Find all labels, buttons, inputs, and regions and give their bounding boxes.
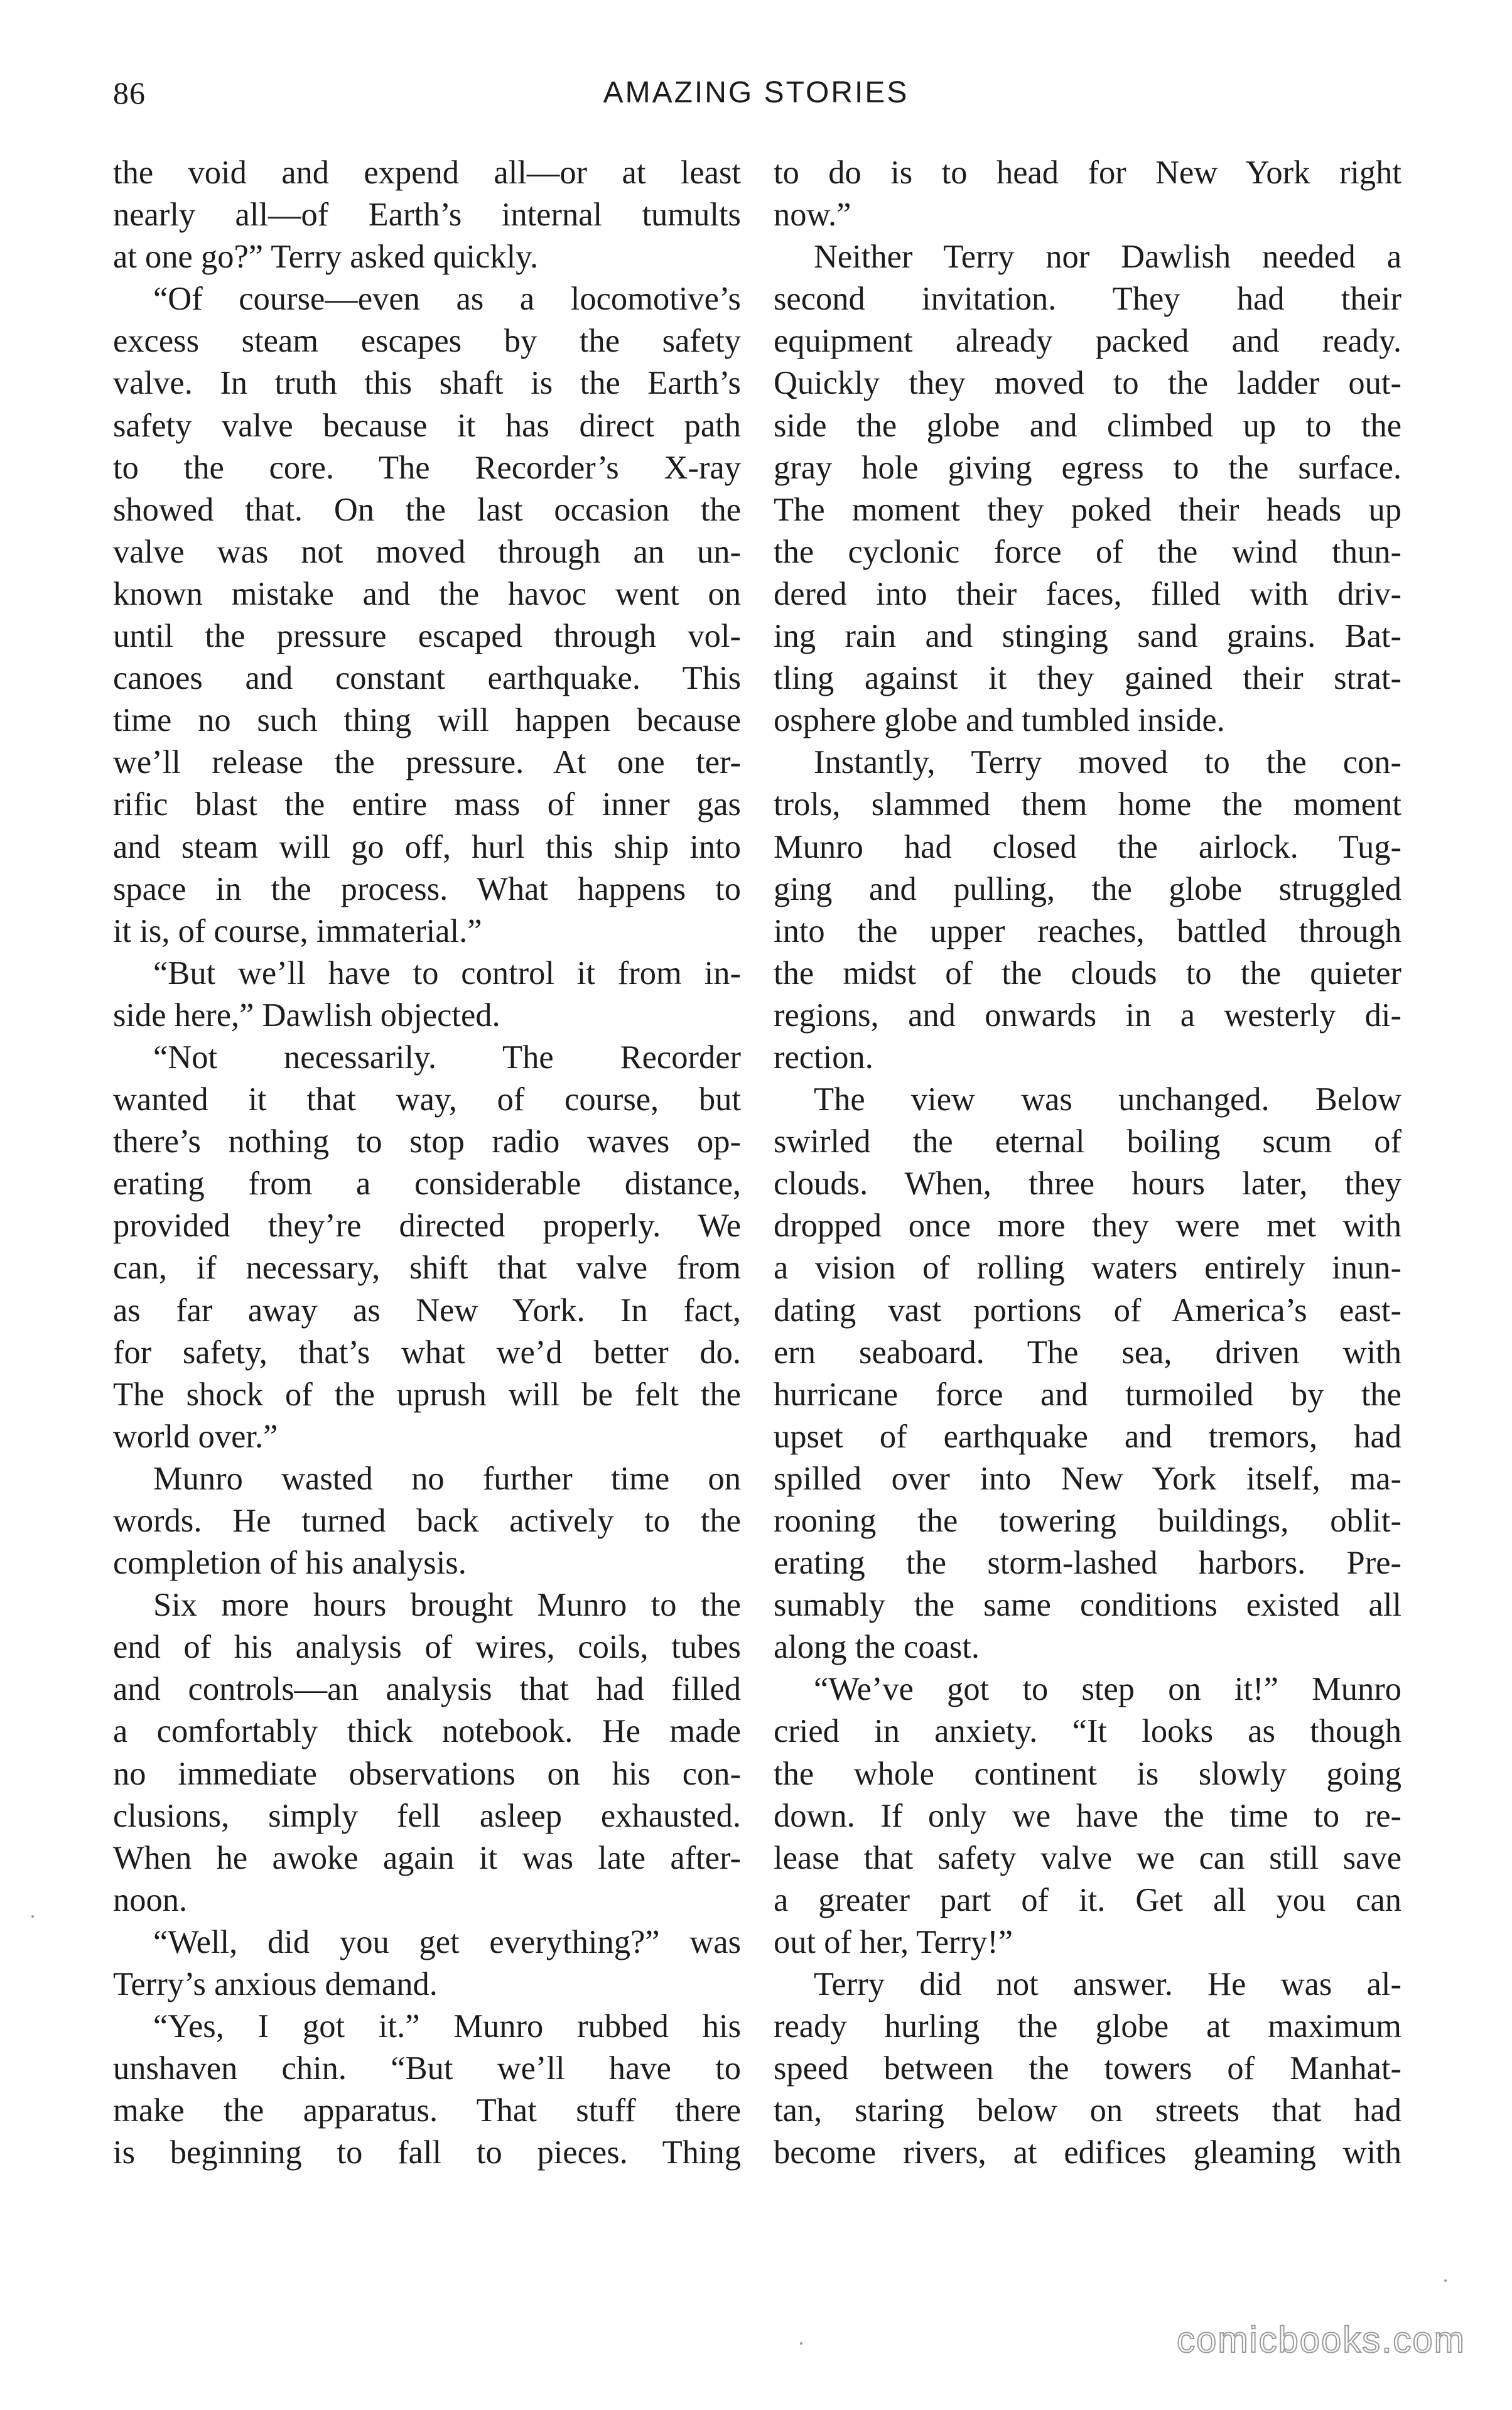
text-line: nearly all—of Earth’s internal tumults [113, 197, 741, 234]
paragraph [774, 742, 1401, 1079]
text-line: Neither Terry nor Dawlish needed a [814, 239, 1401, 276]
text-line: showed that. On the last occasion the [113, 491, 741, 528]
text-line: ging and pulling, the globe struggled [774, 870, 1401, 907]
text-line: trols, slammed them home the moment [774, 786, 1401, 823]
text-line: tan, staring below on streets that had [774, 2092, 1401, 2129]
text-line: Munro wasted no further time on [153, 1460, 741, 1497]
text-line: clouds. When, three hours later, they [774, 1165, 1401, 1202]
text-line: canoes and constant earthquake. This [113, 660, 741, 697]
paragraph [113, 1458, 741, 1584]
text-line: the whole continent is slowly going [774, 1755, 1401, 1792]
text-line: and controls—an analysis that had filled [113, 1671, 741, 1708]
text-line: rooning the towering buildings, oblit- [774, 1503, 1401, 1539]
text-line: gray hole giving egress to the surface. [774, 449, 1401, 486]
text-line: Terry’s anxious demand. [113, 1966, 438, 2003]
text-line: the void and expend all—or at least [113, 154, 741, 191]
text-line: valve was not moved through an un- [113, 533, 741, 570]
text-line: dered into their faces, filled with driv- [774, 575, 1401, 612]
text-line: Six more hours brought Munro to the [153, 1587, 741, 1624]
text-line: sumably the same conditions existed all [774, 1587, 1401, 1624]
text-line: the cyclonic force of the wind thun- [774, 533, 1401, 570]
text-line: Quickly they moved to the ladder out- [774, 365, 1401, 402]
paragraph [774, 1668, 1401, 1964]
paragraph [774, 1964, 1401, 2174]
text-line: is beginning to fall to pieces. Thing [113, 2134, 741, 2171]
paragraph [113, 278, 741, 953]
text-line: ing rain and stinging sand grains. Bat- [774, 618, 1401, 655]
text-line: “We’ve got to step on it!” Munro [814, 1671, 1401, 1708]
text-line: now.” [774, 197, 851, 234]
text-line: space in the process. What happens to [113, 870, 741, 907]
paragraph [113, 1584, 741, 1921]
text-line: hurricane force and turmoiled by the [774, 1376, 1401, 1413]
text-line: “Not necessarily. The Recorder [153, 1039, 741, 1076]
text-line: erating from a considerable distance, [113, 1165, 741, 1202]
text-line: lease that safety valve we can still save [774, 1839, 1401, 1876]
text-line: provided they’re directed properly. We [113, 1208, 741, 1245]
text-line: there’s nothing to stop radio waves op- [113, 1123, 741, 1160]
text-line: “Well, did you get everything?” was [153, 1923, 741, 1960]
right-column [774, 152, 1401, 2175]
text-line: “Of course—even as a locomotive’s [153, 281, 741, 318]
text-line: The shock of the uprush will be felt the [113, 1376, 741, 1413]
text-line: clusions, simply fell asleep exhausted. [113, 1797, 741, 1834]
text-line: it is, of course, immaterial.” [113, 912, 482, 949]
text-line: rific blast the entire mass of inner gas [113, 786, 741, 823]
text-line: ern seaboard. The sea, driven with [774, 1334, 1401, 1371]
text-line: Instantly, Terry moved to the con- [814, 744, 1401, 781]
text-line: world over.” [113, 1418, 278, 1455]
watermark: comicbooks.com [1177, 2320, 1466, 2360]
text-line: along the coast. [774, 1629, 980, 1666]
text-line: “But we’ll have to control it from in- [153, 954, 741, 992]
scan-speck [800, 2342, 802, 2345]
text-line: wanted it that way, of course, but [113, 1081, 741, 1118]
text-line: words. He turned back actively to the [113, 1503, 741, 1539]
text-line: to do is to head for New York right [774, 154, 1401, 191]
text-line: excess steam escapes by the safety [113, 323, 741, 360]
text-line: valve. In truth this shaft is the Earth’s [113, 365, 741, 402]
text-line: rection. [774, 1039, 873, 1076]
text-line: a vision of rolling waters entirely inun- [774, 1250, 1401, 1287]
text-line: upset of earthquake and tremors, had [774, 1418, 1401, 1455]
text-line: into the upper reaches, battled through [774, 912, 1401, 949]
text-line: until the pressure escaped through vol- [113, 618, 741, 655]
text-line: as far away as New York. In fact, [113, 1292, 741, 1329]
paragraph [113, 953, 741, 1037]
text-line: swirled the eternal boiling scum of [774, 1123, 1401, 1160]
paragraph [774, 152, 1401, 236]
text-line: a greater part of it. Get all you can [774, 1881, 1401, 1918]
text-line: dropped once more they were met with [774, 1208, 1401, 1245]
left-column [113, 152, 741, 2175]
text-line: Terry did not answer. He was al- [814, 1966, 1401, 2003]
text-line: equipment already packed and ready. [774, 323, 1401, 360]
text-line: no immediate observations on his con- [113, 1755, 741, 1792]
scan-speck [31, 1915, 34, 1918]
text-line: down. If only we have the time to re- [774, 1797, 1401, 1834]
text-line: speed between the towers of Manhat- [774, 2050, 1401, 2087]
text-line: noon. [113, 1881, 188, 1918]
text-line: make the apparatus. That stuff there [113, 2092, 741, 2129]
text-line: time no such thing will happen because [113, 702, 741, 739]
text-line: side here,” Dawlish objected. [113, 997, 500, 1034]
paragraph [113, 1037, 741, 1458]
text-line: known mistake and the havoc went on [113, 575, 741, 612]
page-number: 86 [113, 75, 146, 111]
text-line: for safety, that’s what we’d better do. [113, 1334, 741, 1371]
text-line: osphere globe and tumbled inside. [774, 702, 1225, 739]
text-line: to the core. The Recorder’s X-ray [113, 449, 741, 486]
text-line: we’ll release the pressure. At one ter- [113, 744, 741, 781]
text-line: out of her, Terry!” [774, 1923, 1013, 1960]
text-line: Munro had closed the airlock. Tug- [774, 828, 1401, 865]
text-line: spilled over into New York itself, ma- [774, 1460, 1401, 1497]
text-line: cried in anxiety. “It looks as though [774, 1713, 1401, 1750]
text-line: “Yes, I got it.” Munro rubbed his [153, 2008, 741, 2045]
text-line: tling against it they gained their strat- [774, 660, 1401, 697]
text-line: dating vast portions of America’s east- [774, 1292, 1401, 1329]
text-line: second invitation. They had their [774, 281, 1401, 318]
text-line: become rivers, at edifices gleaming with [774, 2134, 1401, 2171]
paragraph [113, 152, 741, 278]
text-line: The moment they poked their heads up [774, 491, 1401, 528]
text-line: unshaven chin. “But we’ll have to [113, 2050, 741, 2087]
text-line: regions, and onwards in a westerly di- [774, 997, 1401, 1034]
text-line: The view was unchanged. Below [814, 1081, 1401, 1118]
text-line: can, if necessary, shift that valve from [113, 1250, 741, 1287]
paragraph [113, 2006, 741, 2174]
text-line: When he awoke again it was late after- [113, 1839, 741, 1876]
running-head: AMAZING STORIES [603, 76, 909, 109]
paragraph [113, 1921, 741, 2006]
text-line: completion of his analysis. [113, 1545, 467, 1582]
text-line: the midst of the clouds to the quieter [774, 954, 1401, 992]
paragraph [774, 1079, 1401, 1668]
paragraph [774, 236, 1401, 742]
text-line: a comfortably thick notebook. He made [113, 1713, 741, 1750]
text-line: end of his analysis of wires, coils, tubes [113, 1629, 741, 1666]
text-line: erating the storm-lashed harbors. Pre- [774, 1545, 1401, 1582]
scan-speck [1444, 2279, 1447, 2282]
text-line: and steam will go off, hurl this ship into [113, 828, 741, 865]
text-line: side the globe and climbed up to the [774, 407, 1401, 444]
text-line: safety valve because it has direct path [113, 407, 741, 444]
text-line: ready hurling the globe at maximum [774, 2008, 1401, 2045]
text-line: at one go?” Terry asked quickly. [113, 239, 539, 276]
